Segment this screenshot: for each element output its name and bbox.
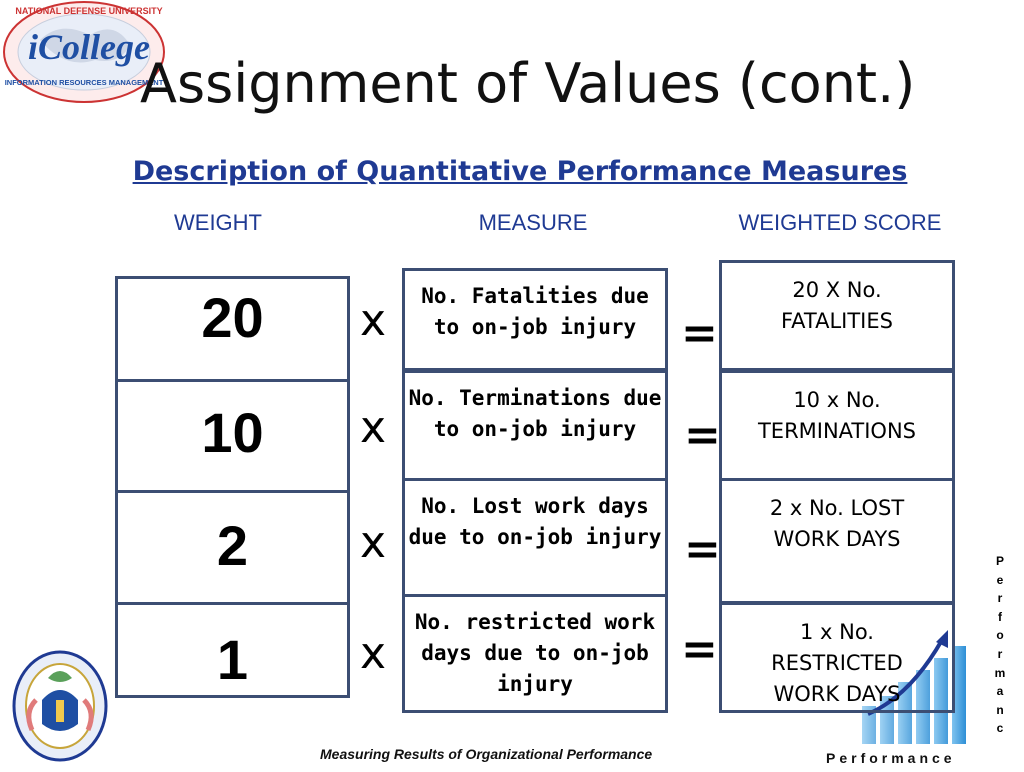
performance-vertical-letter: o bbox=[996, 628, 1004, 643]
logo-arc-text: NATIONAL DEFENSE UNIVERSITY bbox=[15, 6, 163, 16]
footer-text: Measuring Results of Organizational Performance bbox=[320, 746, 653, 762]
equals-sign: = bbox=[684, 524, 721, 575]
weighted-score-text: 2 x No. LOST WORK DAYS bbox=[769, 496, 905, 551]
subtitle: Description of Quantitative Performance Measures bbox=[132, 156, 908, 187]
measure-box: No. Fatalities due to on-job injury bbox=[402, 268, 668, 371]
weight-box: 2 bbox=[115, 490, 350, 605]
measure-box: No. Terminations due to on-job injury bbox=[402, 370, 668, 481]
multiply-sign: x bbox=[360, 402, 387, 453]
header-weight: WEIGHT bbox=[174, 210, 262, 235]
performance-vertical-letter: r bbox=[997, 591, 1003, 606]
performance-vertical-letter: a bbox=[996, 684, 1004, 699]
performance-vertical-letter: e bbox=[996, 572, 1004, 587]
multiply-sign: x bbox=[360, 517, 387, 568]
equals-sign: = bbox=[684, 410, 721, 461]
measure-box: No. Lost work days due to on-job injury bbox=[402, 478, 668, 597]
page-title: Assignment of Values (cont.) bbox=[140, 52, 916, 115]
header-measure: MEASURE bbox=[478, 210, 588, 235]
weighted-score-text: 1 x No. RESTRICTED WORK DAYS bbox=[771, 620, 903, 706]
logo-name: iCollege bbox=[28, 27, 150, 67]
performance-vertical-letter: f bbox=[998, 609, 1002, 624]
weight-box: 20 bbox=[115, 276, 350, 382]
equals-sign: = bbox=[681, 308, 718, 359]
weighted-score-box bbox=[719, 260, 955, 371]
measure-box: No. restricted work days due to on-job injury bbox=[402, 594, 668, 713]
performance-label: Performance bbox=[826, 750, 956, 766]
performance-vertical-letter: P bbox=[995, 554, 1004, 568]
performance-vertical-letter: m bbox=[994, 665, 1006, 680]
weighted-score-box bbox=[719, 478, 955, 604]
weighted-score-box bbox=[719, 602, 955, 713]
performance-vertical-label bbox=[990, 552, 1010, 738]
weighted-score-text: 10 x No. TERMINATIONS bbox=[757, 388, 917, 443]
logo-bottom-text: INFORMATION RESOURCES MANAGEMENT bbox=[4, 78, 164, 87]
header-weighted-score: WEIGHTED SCORE bbox=[738, 210, 942, 235]
performance-vertical-letter: c bbox=[996, 721, 1004, 736]
weight-box: 10 bbox=[115, 379, 350, 493]
performance-vertical-letter: n bbox=[996, 702, 1004, 717]
multiply-sign: x bbox=[360, 628, 387, 679]
equals-sign: = bbox=[681, 624, 718, 675]
weight-box: 1 bbox=[115, 602, 350, 698]
irm-college-seal bbox=[12, 650, 108, 762]
multiply-sign: x bbox=[360, 295, 387, 346]
performance-vertical-letter: r bbox=[997, 646, 1003, 661]
weighted-score-box bbox=[719, 370, 955, 481]
weighted-score-text: 20 X No. FATALITIES bbox=[781, 278, 893, 333]
